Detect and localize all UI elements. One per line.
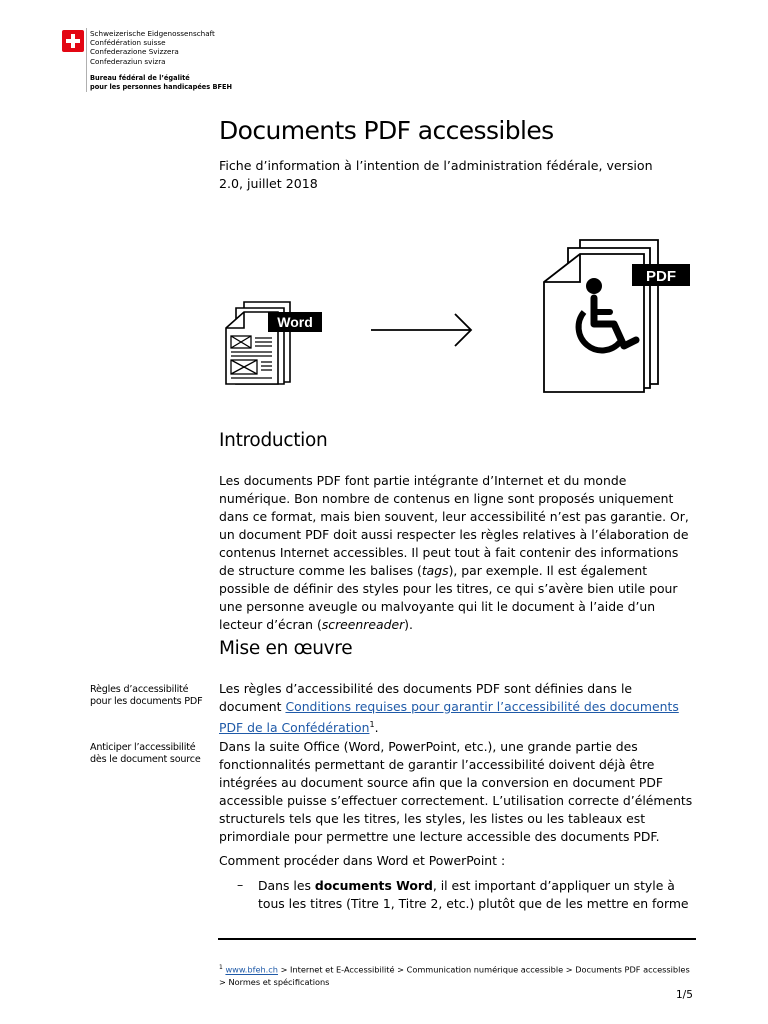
logo-divider [86, 28, 87, 92]
page-title: Documents PDF accessibles [219, 116, 554, 145]
intro-paragraph: Les documents PDF font partie intégrante d’Internet et du monde numérique. Bon nombre de contenus en ligne sont proposés uniquement dans ce format, mais bien souvent, leur accessibilité n’est pas garantie. Or, un document PDF doit aussi respecter les règles relatives à l’élaboration de contenus Internet accessibles. Il peut tout à fait contenir des informations de structure comme les balises (tags), par exemple. Il est également possible de définir des styles pour les titres, ce qui s’avère bien utile pour une personne aveugle ou malvoyante qui lit le document à l’aide d’un lecteur d’écran (screenreader). [219, 473, 689, 632]
howto-paragraph: Comment procéder dans Word et PowerPoint : [219, 853, 506, 868]
rules-paragraph: Les règles d’accessibilité des documents PDF sont définies dans le document Conditions requises pour garantir l’accessibilité des documents PDF de la Confédération$^1$. [219, 681, 679, 736]
heading-implementation: Mise en œuvre [219, 638, 353, 659]
swiss-flag-logo [62, 30, 84, 52]
heading-introduction: Introduction [219, 430, 328, 451]
margin-note-rules: Règles d’accessibilité pour les documents PDF [90, 684, 203, 707]
federation-name: Schweizerische Eidgenossenschaft Confédération suisse Confederazione Svizzera Confederaziun svizra [90, 29, 215, 66]
word-label: Word [277, 314, 313, 330]
page-number: 1/5 [676, 989, 693, 1001]
bullet-dash: – [237, 877, 244, 892]
word-document-icon [222, 298, 327, 386]
office-name: Bureau fédéral de l’égalité pour les personnes handicapées BFEH [90, 74, 233, 92]
arrow-right-icon [369, 310, 477, 350]
conditions-link[interactable]: Conditions requises pour garantir l’accessibilité des documents PDF de la Confédération [219, 699, 679, 736]
accessible-pdf-icon [540, 236, 692, 396]
page-subtitle: Fiche d’information à l’intention de l’administration fédérale, version 2.0, juillet 2018 [219, 158, 653, 191]
margin-note-source: Anticiper l’accessibilité dès le document source [90, 742, 201, 765]
footnote: $^1$ www.bfeh.ch > Internet et E-Accessibilité > Communication numérique accessible > Documents PDF accessibles > Normes et spécifications [219, 964, 690, 988]
footnote-divider [218, 938, 696, 940]
pdf-label: PDF [646, 268, 676, 285]
bullet-word-documents: Dans les documents Word, il est important d’appliquer un style à tous les titres (Titre 1, Titre 2, etc.) plutôt que de les mettre en forme [258, 878, 689, 911]
source-paragraph: Dans la suite Office (Word, PowerPoint, etc.), une grande partie des fonctionnalités permettant de garantir l’accessibilité doivent déjà être intégrées au document source afin que la conversion en document PDF accessible puisse s’effectuer correctement. L’utilisation correcte d’éléments structurels tels que les titres, les styles, les listes ou les tableaux est primordiale pour permettre une lecture accessible des documents PDF. [219, 739, 693, 844]
bfeh-link[interactable]: www.bfeh.ch [225, 964, 278, 975]
